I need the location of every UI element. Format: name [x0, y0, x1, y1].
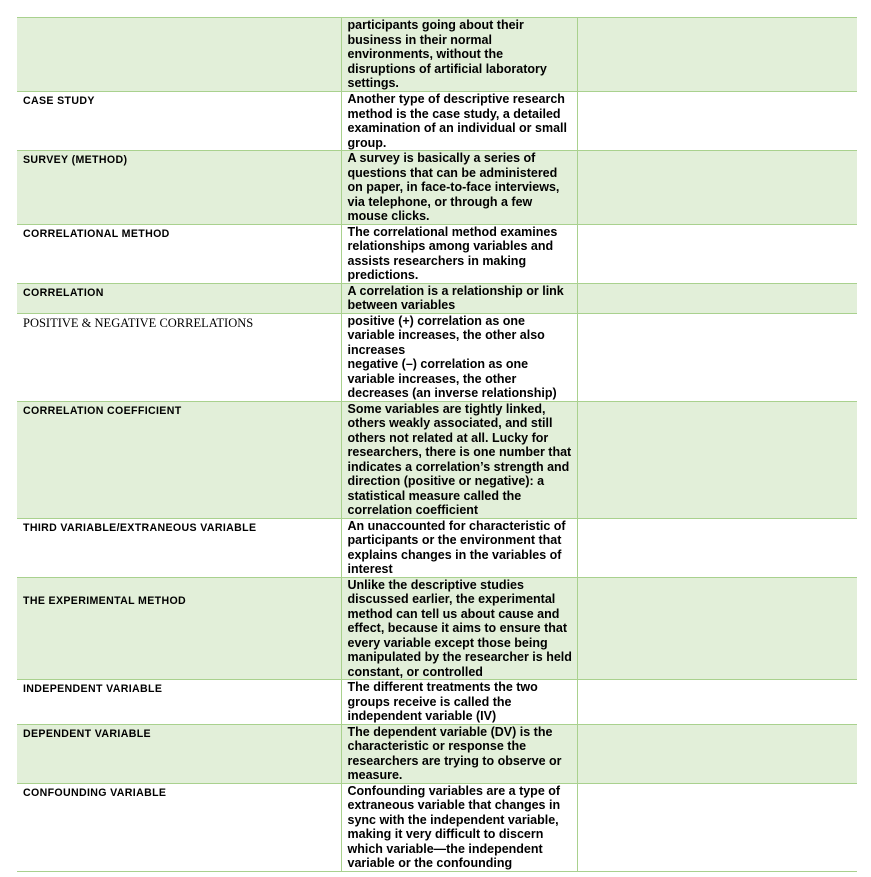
definition-cell — [341, 680, 577, 725]
definition-text: The different treatments the two groups receive is called the independent variable (IV) — [347, 680, 538, 723]
notes-cell — [577, 783, 857, 871]
table-row — [17, 577, 857, 680]
definition-text: An unaccounted for characteristic of participants or the environment that explains changes in the variables of interest — [347, 518, 566, 576]
notes-cell — [577, 313, 857, 401]
definition-cell — [341, 577, 577, 680]
term-text: CASE STUDY — [23, 95, 95, 107]
term-cell — [17, 283, 341, 313]
definition-cell — [341, 18, 577, 92]
notes-cell — [577, 518, 857, 577]
table-row — [17, 92, 857, 151]
definition-cell — [341, 783, 577, 871]
term-cell — [17, 224, 341, 283]
definition-text: The dependent variable (DV) is the characteristic or response the researchers are trying to observe or measure. — [347, 724, 562, 782]
definition-cell — [341, 92, 577, 151]
table-row — [17, 401, 857, 518]
term-cell — [17, 92, 341, 151]
definition-cell — [341, 313, 577, 401]
definition-cell — [341, 283, 577, 313]
term-cell — [17, 18, 341, 92]
term-cell — [17, 313, 341, 401]
term-text: INDEPENDENT VARIABLE — [23, 683, 163, 695]
definition-text: participants going about their business in their normal environments, without the disruptions of artificial laboratory settings. — [347, 18, 547, 90]
term-text: THIRD VARIABLE/EXTRANEOUS VARIABLE — [23, 521, 257, 534]
term-text: CORRELATION COEFFICIENT — [23, 404, 182, 417]
term-text: DEPENDENT VARIABLE — [23, 727, 151, 740]
notes-cell — [577, 283, 857, 313]
term-text: THE EXPERIMENTAL METHOD — [23, 594, 187, 607]
table-row — [17, 724, 857, 783]
definition-cell — [341, 401, 577, 518]
term-text: POSITIVE & NEGATIVE CORRELATIONS — [23, 315, 254, 330]
table-row — [17, 680, 857, 725]
notes-cell — [577, 151, 857, 225]
notes-cell — [577, 92, 857, 151]
table-row — [17, 283, 857, 313]
definition-text: positive (+) correlation as one variable increases, the other also increases negative (–) correlation as one variable increases, the other decreases (an inverse relationship) — [347, 313, 557, 400]
term-text: CONFOUNDING VARIABLE — [23, 786, 167, 799]
table-row — [17, 151, 857, 225]
definition-text: A survey is basically a series of questions that can be administered on paper, in face-to-face interviews, via telephone, or through a few mouse clicks. — [347, 151, 560, 223]
term-cell — [17, 783, 341, 871]
table-row — [17, 224, 857, 283]
definition-cell — [341, 224, 577, 283]
term-text — [17, 18, 341, 20]
glossary-table — [17, 17, 857, 872]
term-cell — [17, 680, 341, 725]
term-cell — [17, 577, 341, 680]
notes-cell — [577, 724, 857, 783]
term-cell — [17, 401, 341, 518]
definition-text: The correlational method examines relationships among variables and assists researchers in making predictions. — [347, 224, 558, 282]
definition-text: A correlation is a relationship or link between variables — [347, 283, 564, 312]
notes-cell — [577, 401, 857, 518]
definition-text: Unlike the descriptive studies discussed earlier, the experimental method can tell us about cause and effect, because it aims to ensure that every variable except those being manipulated by the researcher is held constant, or controlled — [347, 577, 572, 679]
table-row — [17, 313, 857, 401]
definition-cell — [341, 518, 577, 577]
table-row — [17, 18, 857, 92]
notes-cell — [577, 577, 857, 680]
table-row — [17, 518, 857, 577]
term-text: CORRELATIONAL METHOD — [23, 227, 170, 240]
table-row — [17, 783, 857, 871]
definition-text: Another type of descriptive research method is the case study, a detailed examination of an individual or small group. — [347, 92, 567, 150]
definition-cell — [341, 724, 577, 783]
term-cell — [17, 518, 341, 577]
notes-cell — [577, 224, 857, 283]
definition-text: Some variables are tightly linked, others weakly associated, and still others not related at all. Lucky for researchers, there is one number that indicates a correlation’s strength and direction (positive or negative): a statistical measure called the correlation coefficient — [347, 401, 572, 517]
notes-cell — [577, 680, 857, 725]
term-cell — [17, 724, 341, 783]
definition-cell — [341, 151, 577, 225]
notes-cell — [577, 18, 857, 92]
term-text: SURVEY (METHOD) — [23, 154, 128, 166]
term-cell — [17, 151, 341, 225]
definition-text: Confounding variables are a type of extraneous variable that changes in sync with the independent variable, making it very difficult to discern which variable—the independent variable or the confounding — [347, 783, 561, 870]
term-text: CORRELATION — [23, 286, 104, 299]
